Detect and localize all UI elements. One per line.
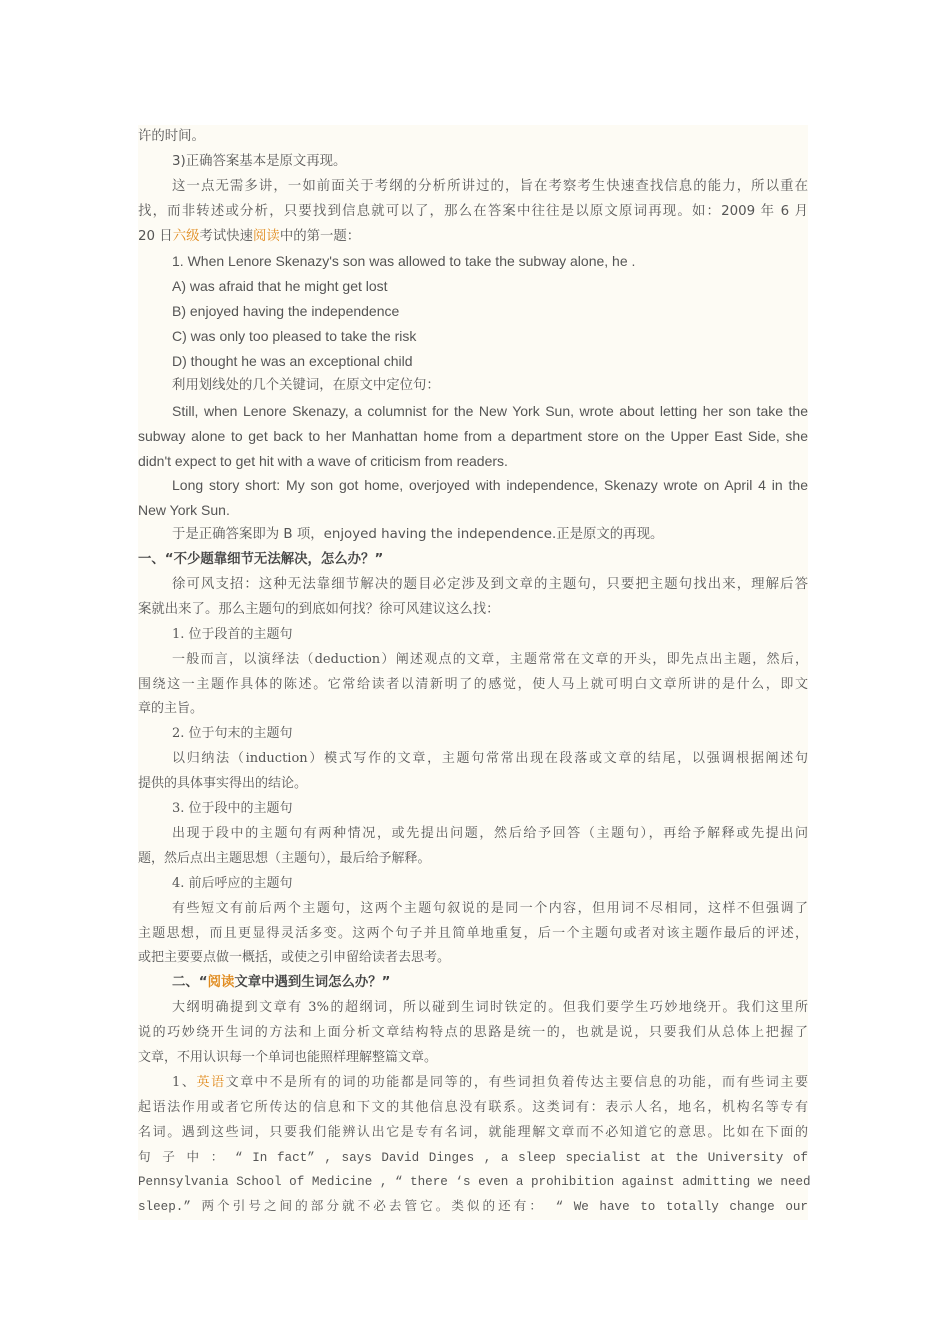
text-line: 主题思想，而且更显得灵活多变。这两个句子并且简单地重复，后一个主题句或者对该主题作最后的评述，: [138, 925, 808, 941]
text-line: subway alone to get back to her Manhattan home from a department store on the Upper East Side, she: [138, 427, 808, 444]
text-line: 起语法作用或者它所传达的信息和下文的其他信息没有联系。这类词有：表示人名，地名，机构名等专有: [138, 1099, 808, 1115]
text-segment: 考试快速: [199, 228, 254, 244]
text-line: 或把主要要点做一概括，或使之引申留给读者去思考。: [138, 950, 451, 966]
text-line: 围绕这一主题作具体的陈述。它常给读者以清新明了的感觉，使人马上就可明白文章所讲的是什么，即文: [138, 676, 808, 692]
document-page: [138, 125, 811, 1220]
keyword-link[interactable]: 阅读: [207, 975, 235, 991]
text-segment: 文章中遇到生词怎么办？”: [234, 975, 391, 991]
text-line: D) thought he was an exceptional child: [172, 353, 413, 370]
text-line: 案就出来了。那么主题句的到底如何找？徐可风建议这么找：: [138, 601, 500, 617]
text-segment: 二、“: [172, 975, 208, 991]
text-line: 名词。遇到这些词，只要我们能辨认出它是专有名词，就能理解文章而不必知道它的意思。比如在下面的: [138, 1124, 808, 1140]
text-line: 一、“不少题靠细节无法解决，怎么办？”: [138, 552, 384, 568]
text-line: 徐可风支招：这种无法靠细节解决的题目必定涉及到文章的主题句，只要把主题句找出来，理解后答: [172, 577, 808, 593]
text-line: 题，然后点出主题思想（主题句），最后给予解释。: [138, 850, 431, 866]
text-line: B) enjoyed having the independence: [172, 303, 400, 320]
text-line: 章的主旨。: [138, 701, 204, 717]
text-line: A) was afraid that he might get lost: [172, 278, 388, 295]
text-line: 许的时间。: [138, 129, 205, 144]
text-line: New York Sun.: [138, 502, 230, 519]
text-line: 以归纳法（induction）模式写作的文章，主题句常常出现在段落或文章的结尾，以强调根据阐述句: [172, 751, 808, 767]
text-line: 一般而言，以演绎法（deduction）阐述观点的文章，主题常常在文章的开头，即先点出主题，然后，: [172, 651, 808, 667]
text-line: 1. 位于段首的主题句: [172, 626, 293, 642]
text-line: Pennsylvania School of Medicine , “ there ‘s even a prohibition against admitting we need: [138, 1175, 811, 1190]
text-segment: 20 日: [138, 228, 173, 244]
text-segment: 中的第一题：: [279, 228, 361, 244]
text-line: 1. When Lenore Skenazy's son was allowed to take the subway alone, he .: [172, 253, 636, 270]
text-line: 有些短文有前后两个主题句，这两个主题句叙说的是同一个内容，但用词不尽相同，这样不但强调了: [172, 900, 808, 916]
text-segment: 文章中不是所有的词的功能都是同等的，有些词担负着传达主要信息的功能，而有些词主要: [225, 1074, 808, 1090]
text-line: 2. 位于句末的主题句: [172, 726, 293, 742]
text-line: sleep.” 两个引号之间的部分就不必去管它。类似的还有： “ We have to totally change our: [138, 1200, 808, 1215]
keyword-link[interactable]: 六级: [172, 228, 200, 244]
text-line: 出现于段中的主题句有两种情况，或先提出问题，然后给予回答（主题句），再给予解释或先提出问: [172, 825, 808, 841]
keyword-link[interactable]: 英语: [196, 1074, 226, 1090]
text-line: 3)正确答案基本是原文再现。: [172, 153, 347, 169]
text-segment: 1、: [172, 1074, 197, 1090]
text-line: 于是正确答案即为 B 项，enjoyed having the independence.正是原文的再现。: [172, 527, 664, 543]
text-line: 大纲明确提到文章有 3%的超纲词，所以碰到生词时铁定的。但我们要学生巧妙地绕开。我们这里所: [172, 1000, 808, 1016]
keyword-link[interactable]: 阅读: [253, 228, 280, 244]
text-line: C) was only too pleased to take the risk: [172, 328, 417, 345]
text-line: Still, when Lenore Skenazy, a columnist for the New York Sun, wrote about letting her son take the: [172, 402, 808, 419]
text-line: [138, 1071, 808, 1096]
text-line: 3. 位于段中的主题句: [172, 801, 293, 817]
text-line: 提供的具体事实得出的结论。: [138, 776, 308, 792]
text-line: 这一点无需多讲，一如前面关于考纲的分析所讲过的，旨在考察考生快速查找信息的能力，所以重在: [172, 178, 808, 194]
text-line: 4. 前后呼应的主题句: [172, 875, 293, 891]
text-line: 说的巧妙绕开生词的方法和上面分析文章结构特点的思路是统一的，也就是说，只要我们从总体上把握了: [138, 1025, 808, 1041]
text-line: Long story short: My son got home, overjoyed with independence, Skenazy wrote on April 4 in the: [172, 477, 808, 494]
text-line: [138, 971, 808, 996]
text-line: 找，而非转述或分析，只要找到信息就可以了，那么在答案中往往是以原文原词再现。如：2009 年 6 月: [138, 203, 808, 219]
text-line: 文章，不用认识每一个单词也能照样理解整篇文章。: [138, 1049, 438, 1065]
text-line: 句 子 中 ： “ In fact” , says David Dinges , a sleep specialist at the University of: [138, 1150, 808, 1165]
text-line: didn't expect to get hit with a wave of criticism from readers.: [138, 452, 508, 469]
text-line: 利用划线处的几个关键词，在原文中定位句：: [172, 377, 440, 393]
text-line: [138, 225, 808, 250]
